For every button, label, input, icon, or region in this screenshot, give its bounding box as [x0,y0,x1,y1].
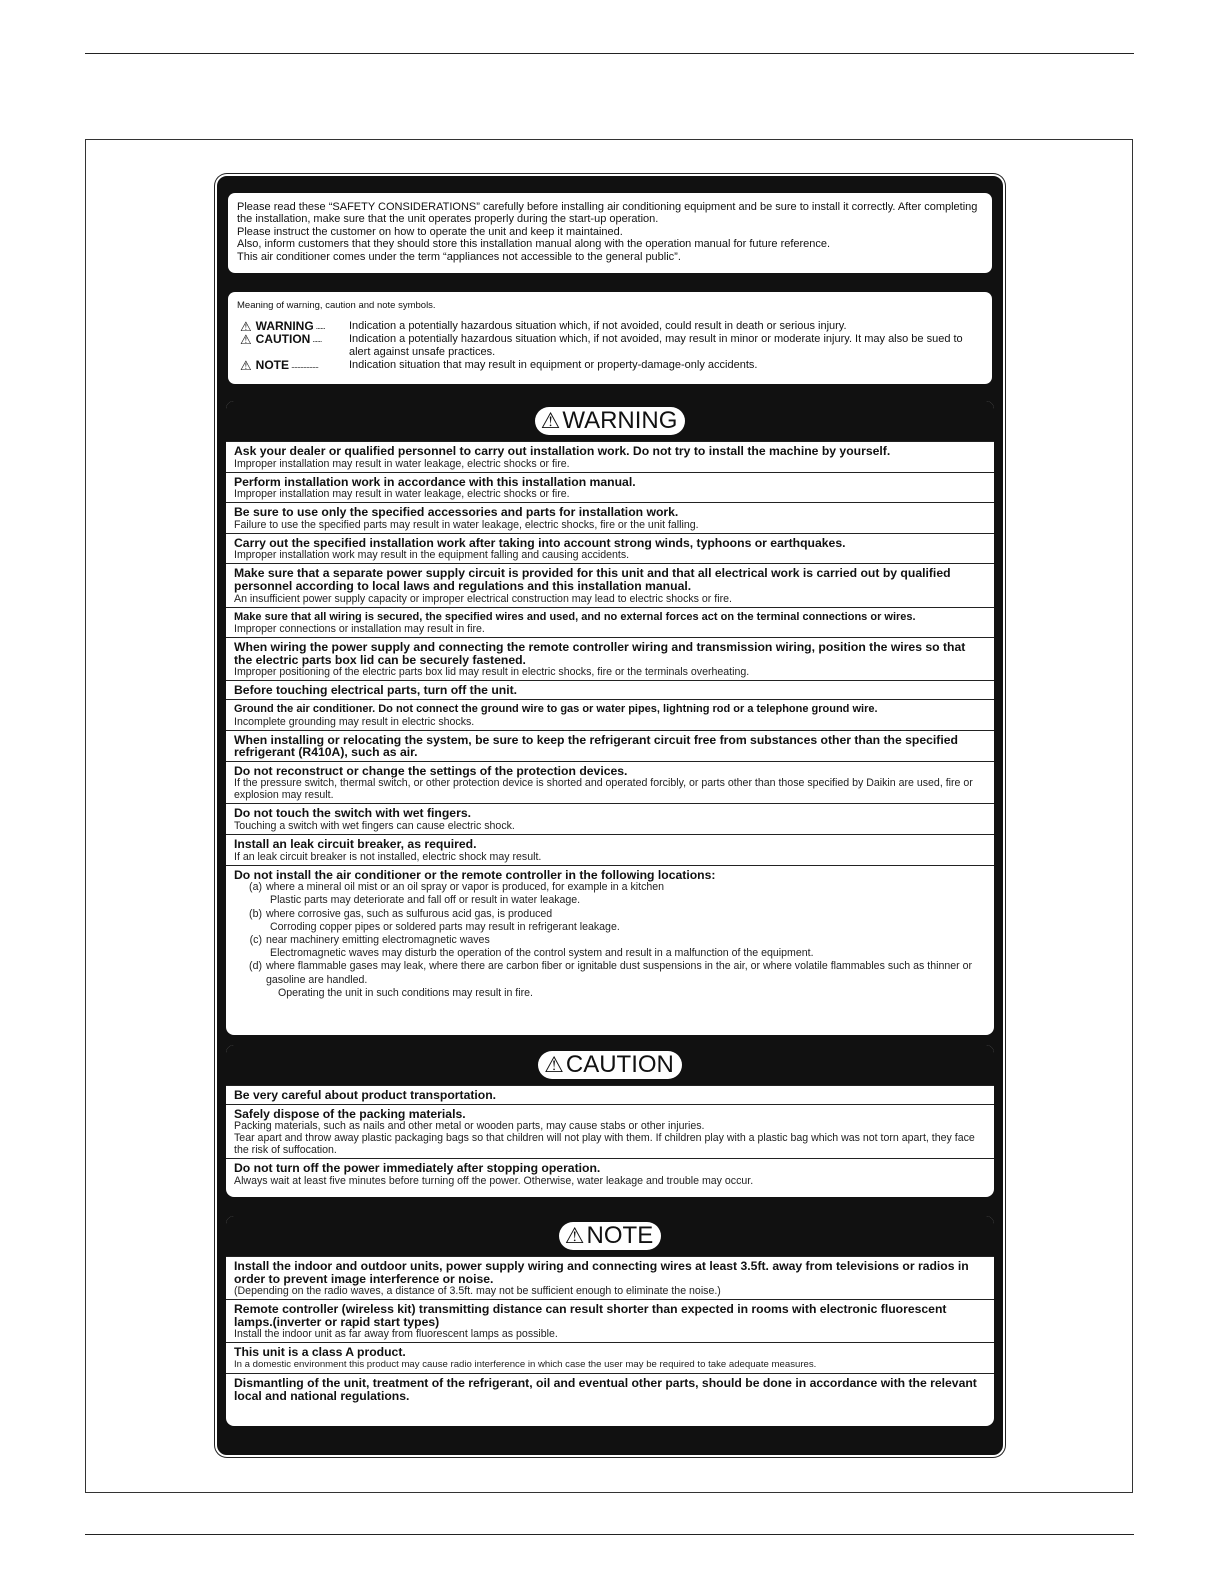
warning-triangle-icon: ⚠ [240,333,252,346]
item-title: Before touching electrical parts, turn off the unit. [234,683,518,698]
intro-line: Please instruct the customer on how to operate the unit and keep it maintained. [237,225,623,238]
location-key: (d) [249,960,262,973]
symbol-leader: ...... [312,334,322,344]
warning-item [226,834,994,865]
caution-badge [538,1051,682,1079]
location-result: Corroding copper pipes or soldered parts may result in refrigerant leakage. [270,920,620,933]
item-desc: Improper installation work may result in the equipment falling and causing accidents. [234,549,630,562]
item-title: Dismantling of the unit, treatment of the refrigerant, oil and eventual other parts, should be done in accordance with the relevant local and national regulations. [234,1375,977,1403]
item-title: Make sure that all wiring is secured, the specified wires and used, and no external forces act on the terminal connections or wires. [234,610,916,623]
warning-triangle-icon: ⚠ [240,359,252,372]
symbol-name: NOTE [255,359,289,372]
note-item [226,1342,994,1373]
item-title: Do not reconstruct or change the settings of the protection devices. [234,763,628,778]
intro-line: This air conditioner comes under the term “appliances not accessible to the general public”. [237,250,681,263]
symbol-desc: Indication situation that may result in equipment or property-damage-only accidents. [349,359,758,371]
item-title: Perform installation work in accordance with this installation manual. [234,474,636,489]
item-desc: An insufficient power supply capacity or improper electrical construction may lead to electric shocks or fire. [234,592,732,605]
item-desc: (Depending on the radio waves, a distance of 3.5ft. may not be sufficient enough to eliminate the noise.) [234,1285,721,1298]
item-desc: Improper connections or installation may result in fire. [234,623,485,636]
symbol-row-caution [237,333,983,359]
item-title: When installing or relocating the system, be sure to keep the refrigerant circuit free from substances other than the specified refrigerant (R410A), such as air. [234,732,958,760]
item-desc: Tear apart and throw away plastic packaging bags so that children will not play with them. If children play with a plastic bag which was not torn apart, they face the risk of suffocation. [234,1132,975,1157]
note-item [226,1256,994,1299]
symbol-name: WARNING [255,320,314,333]
item-title: Do not install the air conditioner or the remote controller in the following locations: [234,867,716,882]
location-key: (b) [249,907,262,920]
warning-badge [535,407,686,435]
warning-triangle-icon: ⚠ [240,320,252,333]
item-title: Install the indoor and outdoor units, power supply wiring and connecting wires at least 3.5ft. away from televisions or radios in order to prevent image interference or noise. [234,1259,969,1286]
symbol-meaning-box [228,292,992,384]
location-text: near machinery emitting electromagnetic waves [266,933,490,946]
item-desc: Install the indoor unit as far away from fluorescent lamps as possible. [234,1328,558,1341]
item-title: This unit is a class A product. [234,1345,406,1360]
item-title: Ground the air conditioner. Do not connect the ground wire to gas or water pipes, lightning rod or a telephone ground wire. [234,702,878,715]
warning-item [226,730,994,761]
caution-header [226,1045,994,1085]
item-desc: In a domestic environment this product may cause radio interference in which case the user may be required to take adequate measures. [234,1358,817,1370]
item-desc: Touching a switch with wet fingers can cause electric shock. [234,819,515,832]
item-desc: If an leak circuit breaker is not installed, electric shock may result. [234,850,542,863]
item-desc: Incomplete grounding may result in electric shocks. [234,715,475,728]
intro-line: Please read these “SAFETY CONSIDERATIONS” carefully before installing air conditioning equipment and be sure to install it correctly. After completing the installation, make sure that the unit operates properly during the start-up operation. [237,201,978,226]
location-text: where corrosive gas, such as sulfurous acid gas, is produced [266,907,553,920]
warning-item [226,502,994,533]
safety-label-panel [217,176,1003,1455]
warning-item [226,607,994,638]
item-title: Make sure that a separate power supply circuit is provided for this unit and that all electrical work is carried out by qualified personnel according to local laws and regulations and this installation manual. [234,566,951,593]
location-key: (a) [249,881,262,894]
warning-item [226,761,994,804]
warning-item [226,699,994,730]
note-item [226,1373,994,1404]
location-key: (c) [249,933,262,946]
item-title: Be very careful about product transportation. [234,1088,497,1102]
symbol-row-warning [237,320,983,333]
symbol-desc: Indication a potentially hazardous situation which, if not avoided, could result in death or serious injury. [349,320,847,332]
item-desc: Always wait at least five minutes before turning off the power. Otherwise, water leakage and trouble may occur. [234,1174,754,1187]
intro-box [228,193,992,273]
warning-item [226,533,994,564]
symbol-leader: .................. [291,360,319,370]
location-text: where flammable gases may leak, where there are carbon fiber or ignitable dust suspensions in the air, or where volatile flammables such as thinner or gasoline are handled. [266,960,973,986]
warning-header [226,401,994,441]
header-rule [85,53,1134,54]
warning-item [226,803,994,834]
item-title: Install an leak circuit breaker, as required. [234,836,477,851]
item-desc: Improper installation may result in water leakage, electric shocks or fire. [234,488,570,501]
warning-item [226,637,994,680]
footer-rule [85,1534,1134,1535]
symbol-row-note [237,359,983,372]
location-result: Operating the unit in such conditions may result in fire. [278,986,533,999]
item-desc: Improper positioning of the electric parts box lid may result in electric shocks, fire or the terminals overheating. [234,666,750,679]
item-title: Remote controller (wireless kit) transmitting distance can result shorter than expected in rooms with electronic fluorescent lamps.(inverter or rapid start types) [234,1302,947,1329]
warning-item [226,563,994,606]
location-result: Electromagnetic waves may disturb the operation of the control system and result in a malfunction of the equipment. [270,947,814,960]
item-title: Do not turn off the power immediately after stopping operation. [234,1161,601,1176]
item-title: When wiring the power supply and connecting the remote controller wiring and transmission wiring, position the wires so that the electric parts box lid can be securely fastened. [234,640,966,667]
warning-triangle-icon: ⚠ [544,1052,564,1077]
symbol-name: CAUTION [255,333,311,346]
item-desc: Packing materials, such as nails and other metal or wooden parts, may cause stabs or other injuries. [234,1120,705,1133]
warning-item [226,472,994,503]
caution-item [226,1104,994,1159]
caution-item [226,1158,994,1189]
item-title: Safely dispose of the packing materials. [234,1106,466,1121]
note-label: NOTE [586,1222,654,1249]
caution-item [226,1085,994,1104]
symbol-desc: Indication a potentially hazardous situation which, if not avoided, may result in minor or moderate injury. It may also be sued to alert against unsafe practices. [349,333,963,358]
item-title: Carry out the specified installation work after taking into account strong winds, typhoons or earthquakes. [234,535,846,550]
location-text: where a mineral oil mist or an oil spray or vapor is produced, for example in a kitchen [266,881,665,894]
warning-section [226,401,994,1035]
warning-item-locations [226,865,994,1002]
warning-item [226,441,994,472]
item-title: Do not touch the switch with wet fingers. [234,806,471,821]
warning-triangle-icon: ⚠ [564,1223,585,1248]
intro-line: Also, inform customers that they should store this installation manual along with the operation manual for future reference. [237,238,831,251]
warning-label: WARNING [562,407,678,434]
note-header [226,1216,994,1256]
warning-item [226,680,994,699]
item-desc: Improper installation may result in water leakage, electric shocks or fire. [234,457,570,470]
warning-triangle-icon: ⚠ [540,408,561,433]
location-list [234,881,986,1000]
location-result: Plastic parts may deteriorate and fall off or result in water leakage. [270,894,581,907]
caution-section [226,1045,994,1197]
note-section [226,1216,994,1426]
item-desc: Failure to use the specified parts may result in water leakage, electric shocks, fire or the unit falling. [234,518,699,531]
item-title: Ask your dealer or qualified personnel to carry out installation work. Do not try to install the machine by yourself. [234,444,891,458]
symbol-leader: ...... [315,321,325,331]
caution-label: CAUTION [565,1051,674,1078]
note-item [226,1299,994,1342]
item-title: Be sure to use only the specified accessories and parts for installation work. [234,505,679,520]
symbol-caption: Meaning of warning, caution and note symbols. [237,300,436,311]
note-badge [559,1222,661,1250]
item-desc: If the pressure switch, thermal switch, or other protection device is shorted and operated forcibly, or parts other than those specified by Daikin are used, fire or explosion may result. [234,777,973,802]
